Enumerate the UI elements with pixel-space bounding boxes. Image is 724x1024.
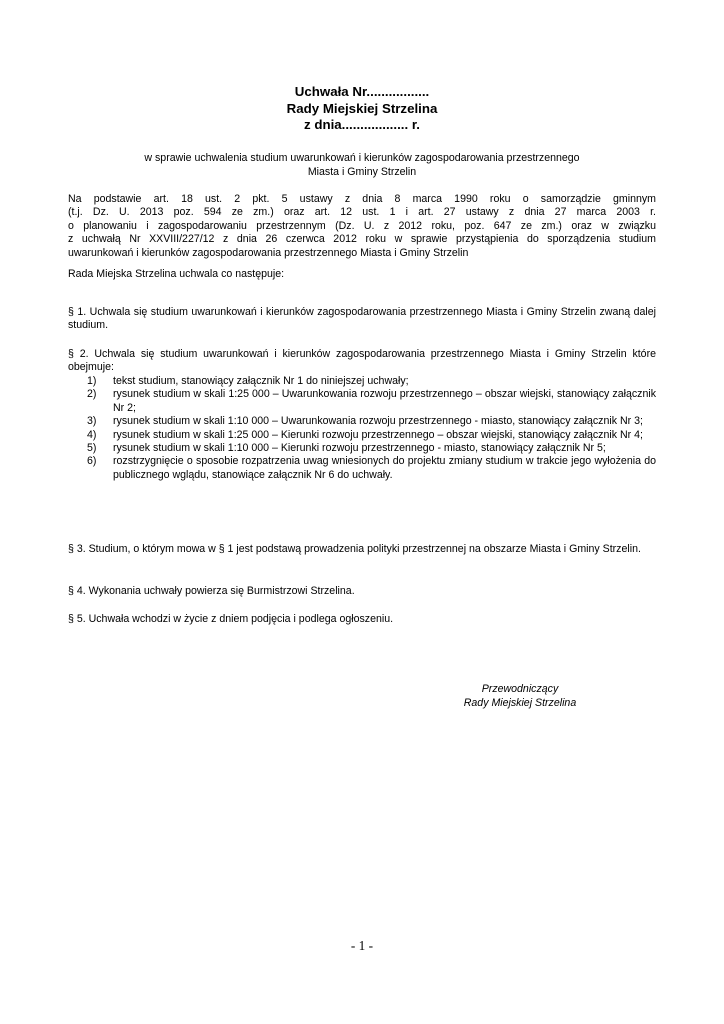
subject-line-1: w sprawie uchwalenia studium uwarunkowań i kierunków zagospodarowania przestrzennego [144,152,580,164]
list-item-number: 4) [87,428,97,441]
attachments-list [68,375,656,482]
legal-basis-line: Na podstawie art. 18 ust. 2 pkt. 5 ustawy z dnia 8 marca 1990 roku o samorządzie gminnym [68,193,656,205]
enacting-clause: Rada Miejska Strzelina uchwala co następuje: [68,268,285,280]
list-item-text: rozstrzygnięcie o sposobie rozpatrzenia uwag wniesionych do projektu zmiany studium w trakcie jego wyłożenia do publicznego wglądu, stanowiące załącznik Nr 6 do uchwały. [113,455,656,481]
signatory-body: Rady Miejskiej Strzelina [463,697,577,709]
list-item [68,415,656,428]
legal-basis-line: uwarunkowań i kierunków zagospodarowania przestrzennego Miasta i Gminy Strzelin [68,246,469,259]
list-item [68,388,656,415]
subject-line-2: Miasta i Gminy Strzelin [307,166,417,178]
list-item-text: tekst studium, stanowiący załącznik Nr 1 do niniejszej uchwały; [113,375,409,387]
list-item [68,429,656,442]
signature-block [440,682,600,710]
list-item [68,442,656,455]
legal-basis-line: o planowaniu i zagospodarowaniu przestrzennym (Dz. U. z 2012 roku, poz. 647 ze zm.) oraz w związku [68,219,656,232]
list-item-number: 6) [87,455,97,468]
paragraph-1: § 1. Uchwala się studium uwarunkowań i kierunków zagospodarowania przestrzennego Miasta i Gminy Strzelin zwaną dalej studium. [68,306,656,332]
resolution-header [0,84,724,134]
page-number: - 1 - [350,938,374,953]
list-item-number: 5) [87,442,97,455]
paragraph-5: § 5. Uchwała wchodzi w życie z dniem podjęcia i podlega ogłoszeniu. [68,613,394,625]
paragraph-4: § 4. Wykonania uchwały powierza się Burmistrzowi Strzelina. [68,585,355,597]
list-item [68,455,656,482]
list-item-text: rysunek studium w skali 1:10 000 – Uwarunkowania rozwoju przestrzennego - miasto, stanowiący załącznik Nr 3; [113,415,643,428]
resolution-date: z dnia.................. r. [303,117,420,132]
list-item-number: 2) [87,388,97,401]
list-item-number: 3) [87,415,97,428]
legal-basis-line: (t.j. Dz. U. 2013 poz. 594 ze zm.) oraz art. 12 ust. 1 i art. 27 ustawy z dnia 27 marca 2003 r. [68,206,656,219]
resolution-number: Uchwała Nr................. [294,84,430,99]
list-item [68,375,656,388]
resolution-subject [66,151,658,179]
paragraph-3: § 3. Studium, o którym mowa w § 1 jest podstawą prowadzenia polityki przestrzennej na obszarze Miasta i Gminy Strzelin. [68,543,641,555]
list-item-text: rysunek studium w skali 1:25 000 – Kierunki rozwoju przestrzennego – obszar wiejski, stanowiący załącznik Nr 4; [113,428,643,441]
list-item-text: rysunek studium w skali 1:25 000 – Uwarunkowania rozwoju przestrzennego – obszar wiejski, stanowiący załącznik Nr 2; [113,388,656,414]
issuing-body: Rady Miejskiej Strzelina [286,100,438,116]
legal-basis-line: z uchwałą Nr XXVIII/227/12 z dnia 26 czerwca 2012 roku w sprawie przystąpienia do sporządzenia studium [68,233,656,246]
signatory-title: Przewodniczący [481,683,559,695]
list-item-number: 1) [87,375,97,387]
paragraph-2: § 2. Uchwala się studium uwarunkowań i kierunków zagospodarowania przestrzennego Miasta i Gminy Strzelin które obejmuje: [68,348,656,374]
list-item-text: rysunek studium w skali 1:10 000 – Kierunki rozwoju przestrzennego - miasto, stanowiący załącznik Nr 5; [113,442,606,455]
legal-basis [68,193,656,260]
